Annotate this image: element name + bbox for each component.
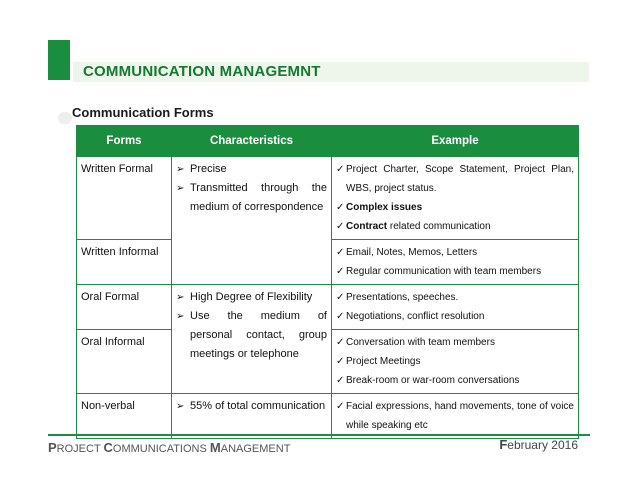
footer-cap: F — [499, 437, 508, 452]
communication-forms-table — [76, 125, 579, 439]
footer-cap: M — [209, 440, 221, 455]
footer-cap: C — [103, 440, 113, 455]
table-row — [77, 394, 579, 439]
characteristics-cell — [172, 285, 332, 394]
example-item: ✓ Break-room or war-room conversations — [336, 371, 574, 390]
footer-course-title — [48, 440, 290, 455]
characteristic-item: ➢ High Degree of Flexibility — [176, 288, 327, 307]
example-cell — [332, 330, 579, 394]
example-cell — [332, 157, 579, 240]
subtitle-shadow — [58, 112, 72, 124]
characteristic-item: ➢ Transmitted through the medium of correspondence — [176, 179, 327, 217]
footer-divider — [48, 434, 590, 436]
header-example: Example — [332, 126, 579, 157]
footer-text: ebruary 2016 — [507, 438, 578, 452]
example-item — [336, 198, 574, 217]
example-item: ✓ Presentations, speeches. — [336, 288, 574, 307]
form-cell: Non-verbal — [77, 394, 172, 439]
example-cell — [332, 394, 579, 439]
example-item: ✓ Email, Notes, Memos, Letters — [336, 243, 574, 262]
example-item: ✓ Regular communication with team members — [336, 262, 574, 281]
characteristic-item: ➢ 55% of total communication — [176, 397, 327, 416]
slide-subtitle: Communication Forms — [72, 105, 214, 120]
slide-title: COMMUNICATION MANAGEMNT — [83, 63, 321, 80]
table-header-row — [77, 126, 579, 157]
example-cell — [332, 240, 579, 285]
characteristic-item: ➢ Precise — [176, 160, 327, 179]
title-accent-block — [48, 40, 70, 80]
form-cell: Oral Informal — [77, 330, 172, 394]
table-row — [77, 285, 579, 330]
characteristics-cell — [172, 157, 332, 285]
form-cell: Written Formal — [77, 157, 172, 240]
form-cell: Oral Formal — [77, 285, 172, 330]
table-row — [77, 157, 579, 240]
example-item — [336, 217, 574, 236]
example-bold-text: Contract — [346, 221, 388, 232]
example-item: ✓ Project Charter, Scope Statement, Project Plan, WBS, project status. — [336, 160, 574, 198]
form-cell: Written Informal — [77, 240, 172, 285]
characteristic-item: ➢ Use the medium of personal contact, group meetings or telephone — [176, 307, 327, 364]
example-bold-text: Complex issues — [346, 202, 423, 213]
footer-text: OMMUNICATIONS — [112, 443, 210, 455]
footer-date — [499, 437, 578, 452]
example-item: ✓ Facial expressions, hand movements, tone of voice while speaking etc — [336, 397, 574, 435]
example-text: related communication — [387, 221, 491, 232]
footer-text: ANAGEMENT — [220, 443, 291, 455]
example-item: ✓ Negotiations, conflict resolution — [336, 307, 574, 326]
footer-cap: P — [48, 440, 57, 455]
example-item: ✓ Project Meetings — [336, 352, 574, 371]
example-cell — [332, 285, 579, 330]
example-item: ✓ Conversation with team members — [336, 333, 574, 352]
characteristics-cell — [172, 394, 332, 439]
header-characteristics: Characteristics — [172, 126, 332, 157]
header-forms: Forms — [77, 126, 172, 157]
footer-text: ROJECT — [56, 443, 104, 455]
